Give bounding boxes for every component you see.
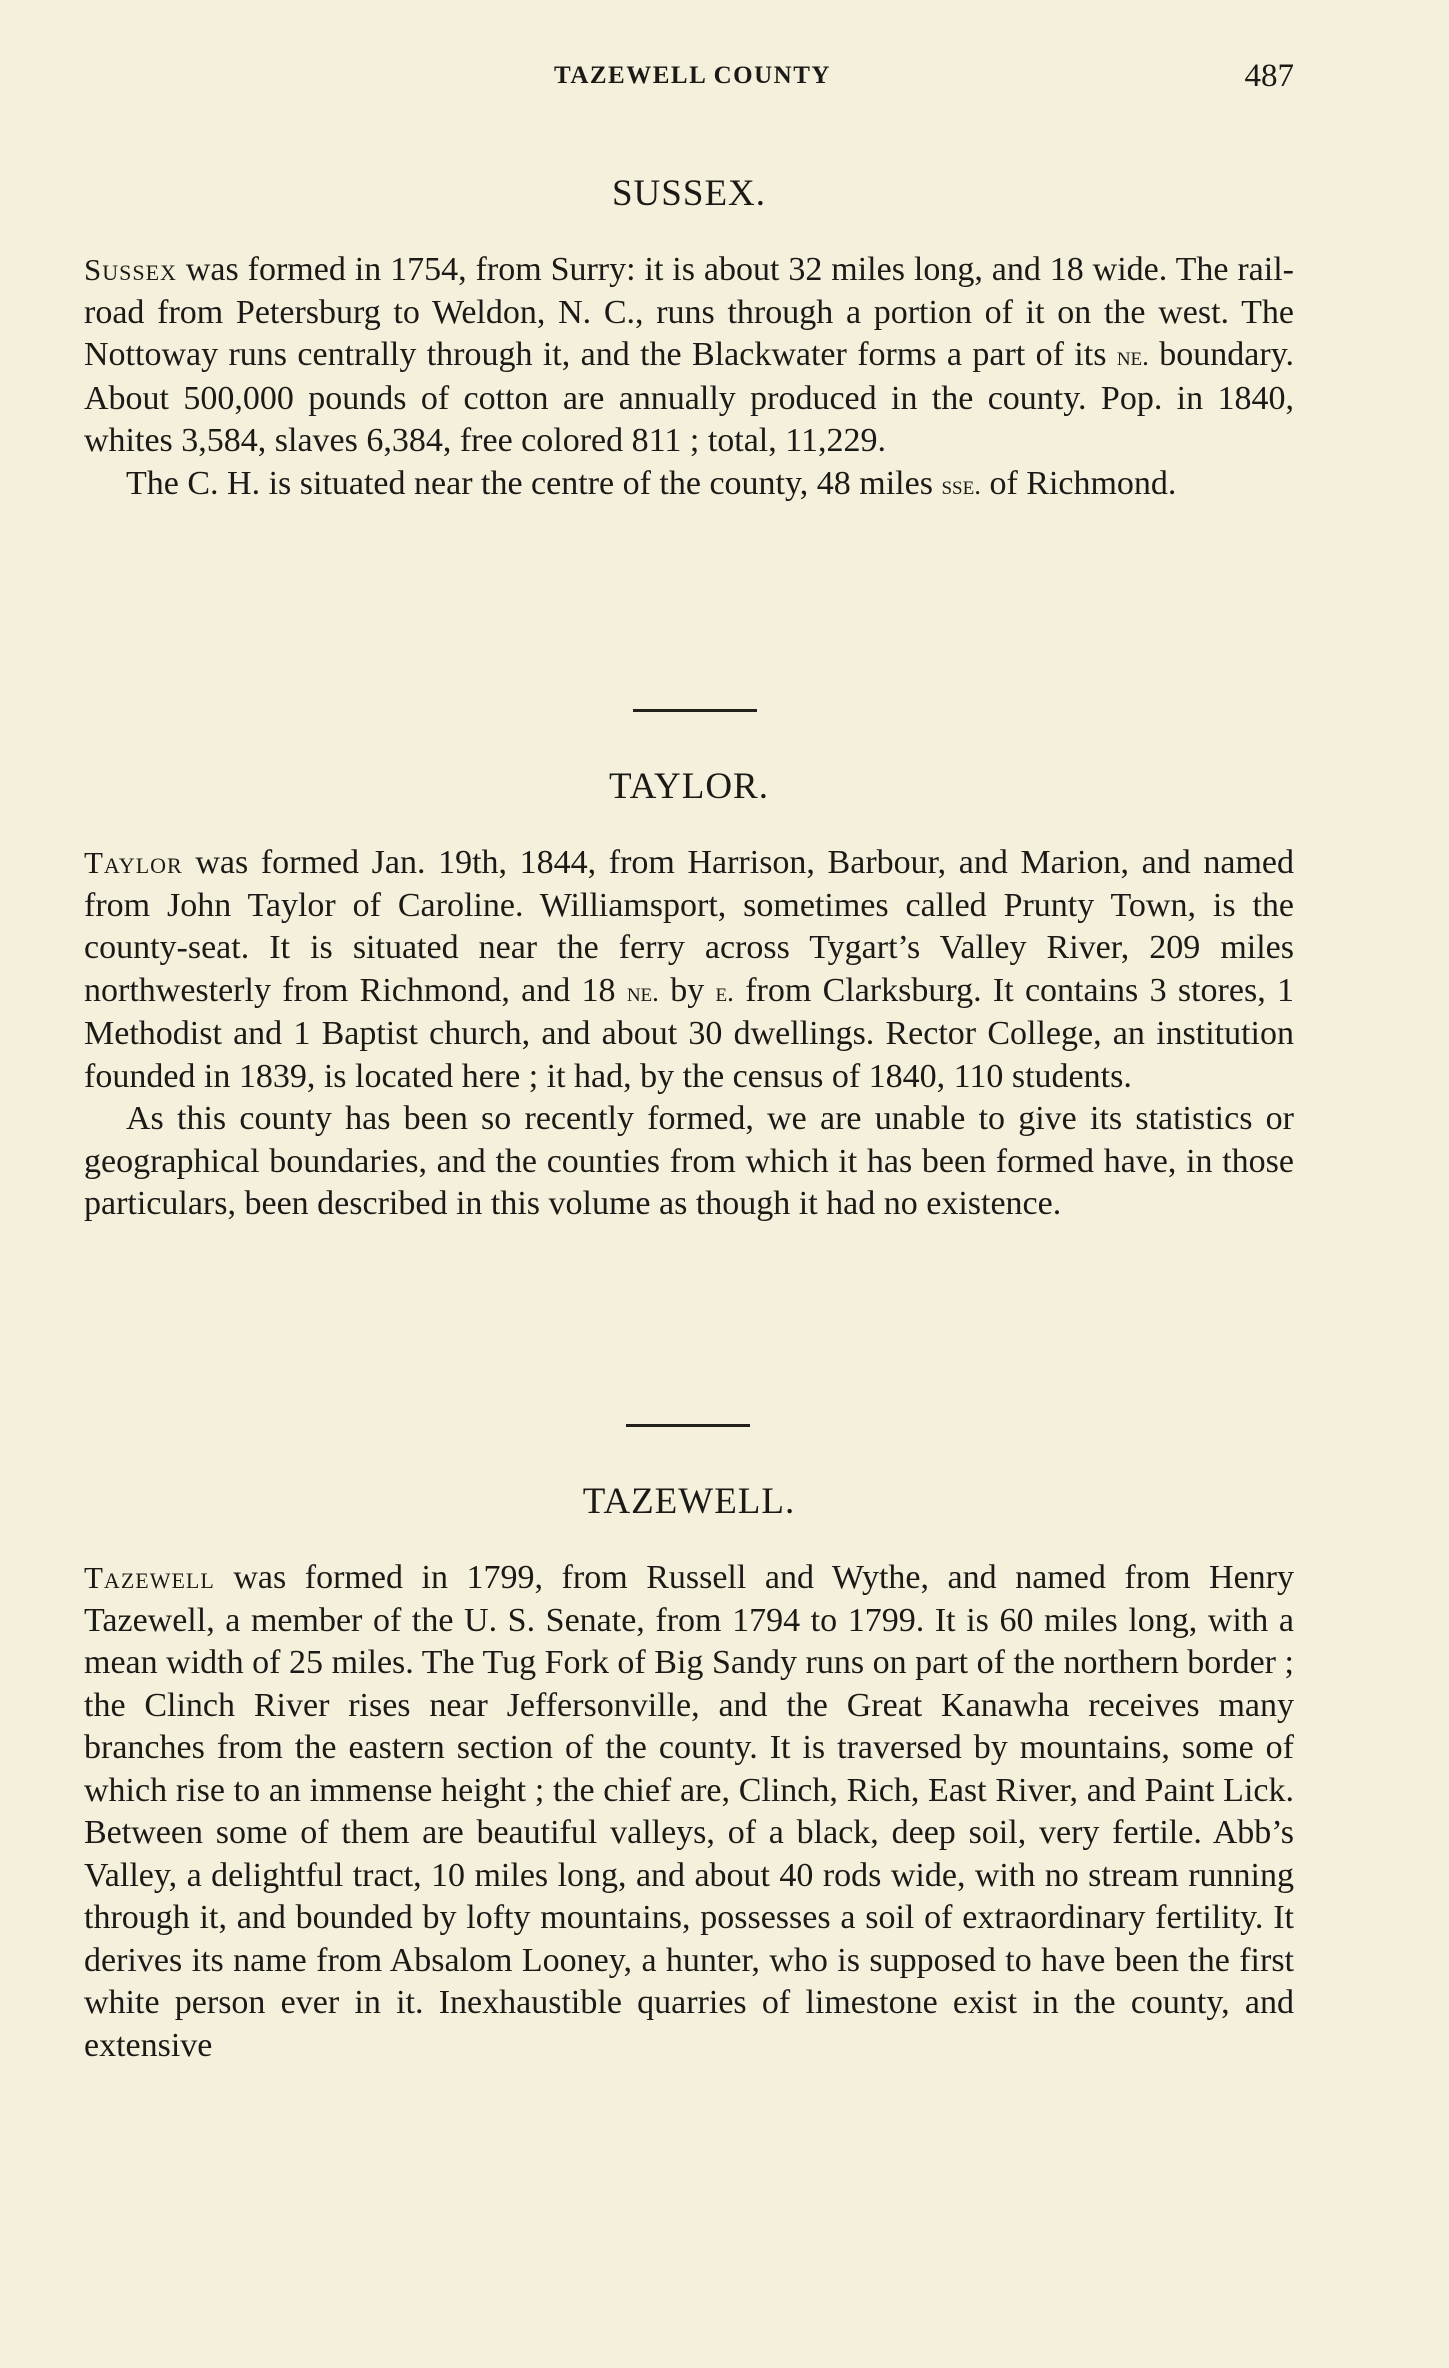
text-run: was formed Jan. 19th, 1844, from Harrison, Barbour, and Marion, and named from John Taylor of Caroline. Williamsport, sometimes called Prunty Town, is the county-seat. It is situated near the ferry across Tygart’s Valley River, 209 miles northwesterly from Richmond, and 18 bbox=[84, 844, 1294, 1009]
running-head bbox=[84, 58, 1294, 106]
section-divider bbox=[626, 1424, 750, 1427]
paragraph bbox=[84, 249, 1294, 463]
section-divider bbox=[633, 709, 757, 712]
lead-word: Taylor bbox=[84, 845, 183, 880]
section-sussex bbox=[84, 172, 1294, 506]
text-run: The C. H. is situated near the centre of the county, 48 miles bbox=[126, 464, 942, 502]
section-heading: TAYLOR. bbox=[609, 766, 769, 807]
lead-word: Sussex bbox=[84, 252, 177, 287]
paragraph bbox=[84, 1557, 1294, 2067]
running-title: TAZEWELL COUNTY bbox=[554, 62, 831, 89]
paragraph bbox=[84, 463, 1294, 507]
page-number: 487 bbox=[1244, 58, 1294, 94]
lead-word: Tazewell bbox=[84, 1560, 215, 1595]
section-heading: TAZEWELL. bbox=[582, 1481, 796, 1522]
direction-abbrev: ne. bbox=[1116, 341, 1149, 371]
text-run: boundary. About 500,000 pounds of cotton are annually produced in the county. Pop. in 1840, whites 3,584, slaves 6,384, free colored 811 ; total, 11,229. bbox=[84, 336, 1294, 459]
direction-abbrev: ne. bbox=[626, 976, 659, 1007]
section-tazewell bbox=[84, 1480, 1294, 2067]
text-run: by bbox=[658, 971, 716, 1009]
text-run: was formed in 1799, from Russell and Wythe, and named from Henry Tazewell, a member of the U. S. Senate, from 1794 to 1799. It is 60 miles long, with a mean width of 25 miles. The Tug Fork of Big Sandy runs on part of the northern border ; the Clinch River rises near Jeffersonville, and the Great Kanawha receives many branches from the eastern section of the county. It is traversed by mountains, some of which rise to an immense height ; the chief are, Clinch, Rich, East River, and Paint Lick. Between some of them are beautiful valleys, of a black, deep soil, very fertile. Abb’s Valley, a delightful tract, 10 miles long, and about 40 rods wide, with no stream running through it, and bounded by lofty mountains, possesses a soil of extraordinary fertility. It derives its name from Absalom Looney, a hunter, who is supposed to have been the first white person ever in it. Inexhaustible quarries of limestone exist in the county, and extensive bbox=[84, 1559, 1294, 2064]
text-run: As this county has been so recently formed, we are unable to give its statistics or geographical boundaries, and the counties from which it has been formed have, in those particulars, been described in this volume as though it had no existence. bbox=[84, 1100, 1294, 1222]
text-run: of Richmond. bbox=[980, 464, 1177, 502]
text-run: was formed in 1754, from Surry: it is about 32 miles long, and 18 wide. The rail-road from Petersburg to Weldon, N. C., runs through a portion of it on the west. The Nottoway runs centrally through it, and the Blackwater forms a part of its bbox=[84, 251, 1294, 373]
book-page bbox=[84, 0, 1294, 2368]
section-heading: SUSSEX. bbox=[611, 173, 767, 214]
direction-abbrev: e. bbox=[715, 976, 734, 1007]
paragraph bbox=[84, 842, 1294, 1098]
section-taylor bbox=[84, 765, 1294, 1226]
direction-abbrev: sse. bbox=[941, 469, 981, 500]
paragraph bbox=[84, 1098, 1294, 1226]
text-run: from Clarksburg. It contains 3 stores, 1 Methodist and 1 Baptist church, and about 30 dwellings. Rector College, an institution founded in 1839, is located here ; it had, by the census of 1840, 110 students. bbox=[84, 971, 1295, 1095]
